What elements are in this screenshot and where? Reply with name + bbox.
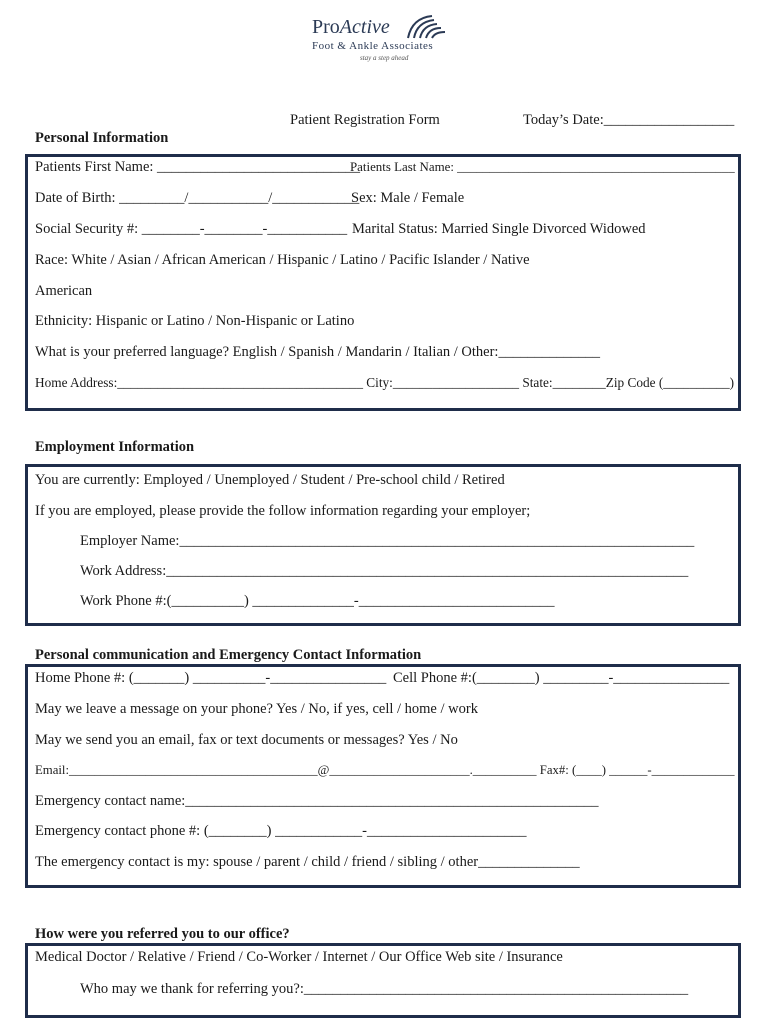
referrer-name-field[interactable]: Who may we thank for referring you?:_____________________________________________________ [80, 981, 689, 997]
sex-options[interactable]: Sex: Male / Female [351, 190, 465, 206]
logo-name: ProActive [312, 16, 390, 38]
contact-info-title: Personal communication and Emergency Contact Information [35, 647, 422, 663]
ssn-field[interactable]: Social Security #: ________-________-___________ [35, 221, 348, 237]
logo-arc-icon [404, 14, 450, 40]
language-options[interactable]: What is your preferred language? English / Spanish / Mandarin / Italian / Other:______________ [35, 344, 600, 360]
logo-subtitle: Foot & Ankle Associates [312, 40, 434, 52]
emergency-phone-field[interactable]: Emergency contact phone #: (________) ____________-______________________ [35, 823, 527, 839]
employer-intro: If you are employed, please provide the follow information regarding your employer; [35, 503, 531, 519]
work-address-field[interactable]: Work Address:________________________________________________________________________ [80, 563, 689, 579]
address-field[interactable]: Home Address:_____________________________________ City:___________________ State:________Zip Code (__________) [35, 375, 735, 390]
work-phone-field[interactable]: Work Phone #:(__________) ______________-___________________________ [80, 593, 555, 609]
leave-message-options[interactable]: May we leave a message on your phone? Yes / No, if yes, cell / home / work [35, 701, 478, 717]
logo-tagline: stay a step ahead [360, 54, 409, 62]
form-title: Patient Registration Form [290, 112, 440, 128]
employment-status-options[interactable]: You are currently: Employed / Unemployed / Student / Pre-school child / Retired [35, 472, 505, 488]
employment-info-title: Employment Information [35, 439, 195, 455]
cell-phone-field[interactable]: Cell Phone #:(________) _________-________________ [393, 670, 730, 686]
emergency-relation-options[interactable]: The emergency contact is my: spouse / parent / child / friend / sibling / other______________ [35, 854, 580, 870]
marital-status-options[interactable]: Marital Status: Married Single Divorced Widowed [352, 221, 646, 237]
ethnicity-options[interactable]: Ethnicity: Hispanic or Latino / Non-Hispanic or Latino [35, 313, 355, 329]
first-name-field[interactable]: Patients First Name: ____________________________ [35, 159, 361, 175]
last-name-field[interactable]: Patients Last Name: ___________________________________________ [350, 159, 735, 174]
email-fax-field[interactable]: Email:_______________________________________@______________________.__________ Fax#: (____) ______-_____________ [35, 763, 735, 777]
race-options-continued: American [35, 283, 93, 299]
referral-title: How were you referred you to our office? [35, 926, 290, 942]
dob-field[interactable]: Date of Birth: _________/___________/____________ [35, 190, 360, 206]
home-phone-field[interactable]: Home Phone #: (_______) __________-________________ [35, 670, 387, 686]
logo [312, 16, 462, 66]
personal-info-title: Personal Information [35, 130, 169, 146]
emergency-name-field[interactable]: Emergency contact name:_________________________________________________________ [35, 793, 599, 809]
todays-date-field[interactable]: Today’s Date:__________________ [523, 112, 735, 128]
employer-name-field[interactable]: Employer Name:_______________________________________________________________________ [80, 533, 695, 549]
race-options[interactable]: Race: White / Asian / African American / Hispanic / Latino / Pacific Islander / Native [35, 252, 530, 268]
referral-source-options[interactable]: Medical Doctor / Relative / Friend / Co-Worker / Internet / Our Office Web site / Insurance [35, 949, 563, 965]
send-documents-options[interactable]: May we send you an email, fax or text documents or messages? Yes / No [35, 732, 458, 748]
